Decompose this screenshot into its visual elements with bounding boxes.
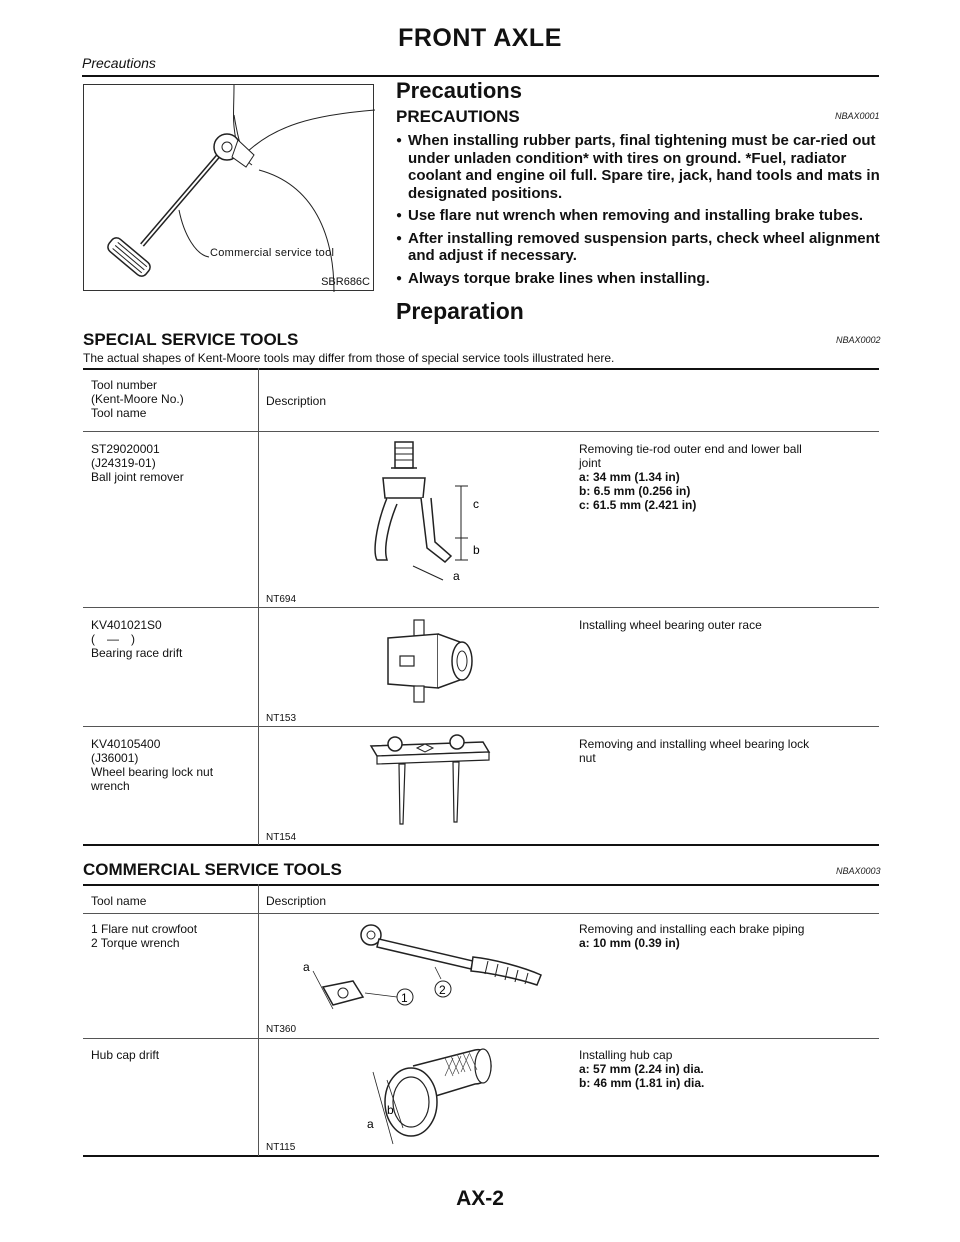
table-row-description: Removing tie-rod outer end and lower ball joint a: 34 mm (1.34 in) b: 6.5 mm (0.256 in) c: 61.5 mm (2.421 in)	[579, 442, 802, 512]
section-heading-preparation: Preparation	[396, 298, 524, 324]
commercial-tools-table	[83, 884, 879, 1158]
bullet-item: ● Always torque brake lines when installing.	[396, 269, 710, 287]
table-rule	[83, 844, 879, 846]
table-row-description: Installing wheel bearing outer race	[579, 618, 762, 632]
image-code: NT115	[266, 1142, 296, 1153]
table-header-tool: Tool number (Kent-Moore No.) Tool name	[91, 378, 184, 420]
subheading-precautions: PRECAUTIONS	[396, 107, 520, 126]
table-row-tool: KV40105400 (J36001) Wheel bearing lock nut wrench	[91, 737, 214, 793]
table-header-description: Description	[266, 894, 327, 908]
image-label-1: 1	[401, 991, 408, 1005]
table-rule	[83, 607, 879, 608]
page-header-title: FRONT AXLE	[398, 24, 562, 52]
table-rule	[83, 1038, 879, 1039]
image-code: NT694	[266, 594, 297, 605]
table-row-tool: 1 Flare nut crowfoot 2 Torque wrench	[91, 922, 198, 950]
table-row-tool: ST29020001 (J24319-01) Ball joint remover	[91, 442, 184, 484]
subheading-commercial-tools: COMMERCIAL SERVICE TOOLS	[83, 860, 342, 879]
image-code: NT153	[266, 713, 297, 724]
image-label-c: c	[473, 497, 479, 511]
bullet-item: ● After installing removed suspension parts, check wheel alignment and adjust if necessary.	[396, 229, 880, 264]
bullet-icon: ●	[396, 232, 403, 244]
table-column-divider	[258, 368, 259, 845]
image-code: NT154	[266, 832, 297, 843]
subheading-special-tools: SPECIAL SERVICE TOOLS	[83, 330, 299, 349]
header-rule	[82, 75, 879, 77]
table-header-tool: Tool name	[91, 894, 147, 908]
table-rule	[83, 1155, 879, 1157]
table-row-tool: KV401021S0 ( — ) Bearing race drift	[91, 618, 183, 660]
ball-joint-remover-illustration	[353, 438, 513, 588]
image-code: NT360	[266, 1024, 297, 1035]
image-label-a: a	[303, 960, 310, 974]
page-header-subtitle: Precautions	[82, 55, 156, 71]
table-row-tool: Hub cap drift	[91, 1048, 160, 1062]
table-rule	[83, 884, 879, 886]
bullet-icon: ●	[396, 210, 403, 221]
section-heading-precautions: Precautions	[396, 78, 522, 103]
bullet-icon: ●	[396, 135, 403, 146]
special-tools-note: The actual shapes of Kent-Moore tools may differ from those of special service tools illustrated here.	[83, 351, 615, 365]
table-header-description: Description	[266, 394, 327, 408]
table-row-description: Installing hub cap a: 57 mm (2.24 in) dia. b: 46 mm (1.81 in) dia.	[579, 1048, 705, 1090]
image-label-b: b	[387, 1103, 394, 1117]
ref-code-special-tools: NBAX0002	[836, 335, 881, 345]
image-label-2: 2	[439, 983, 446, 997]
image-label-a: a	[367, 1117, 374, 1131]
bullet-icon: ●	[396, 272, 403, 284]
precautions-bullet-list	[396, 132, 882, 292]
special-tools-table	[83, 368, 879, 846]
table-row-description: Removing and installing each brake piping a: 10 mm (0.39 in)	[579, 922, 805, 950]
table-row-description: Removing and installing wheel bearing lock nut	[579, 737, 810, 765]
crowfoot-torque-wrench-illustration	[293, 919, 553, 1019]
hub-cap-drift-illustration	[353, 1044, 503, 1149]
bearing-race-drift-illustration	[378, 616, 488, 706]
table-rule	[83, 726, 879, 727]
page-number: AX-2	[456, 1187, 504, 1210]
image-label-a: a	[453, 569, 460, 583]
table-column-divider	[258, 884, 259, 1156]
bullet-item: ● When installing rubber parts, final tightening must be car-ried out under unladen condition* with tires on ground. *Fuel, radiator coolant and engine oil full. Spare tire, jack, hand tools and mats in designated positions.	[396, 132, 880, 202]
ref-code-precautions: NBAX0001	[835, 111, 880, 121]
figure-label: Commercial service tool	[210, 247, 335, 259]
table-rule	[83, 368, 879, 370]
precautions-figure	[83, 84, 374, 291]
figure-code: SBR686C	[321, 276, 370, 288]
lock-nut-wrench-illustration	[365, 730, 495, 830]
ref-code-commercial-tools: NBAX0003	[836, 866, 881, 876]
table-rule	[83, 913, 879, 914]
image-label-b: b	[473, 543, 480, 557]
table-rule	[83, 431, 879, 432]
flare-nut-wrench-illustration	[84, 85, 375, 292]
bullet-item: ● Use flare nut wrench when removing and installing brake tubes.	[396, 207, 864, 224]
